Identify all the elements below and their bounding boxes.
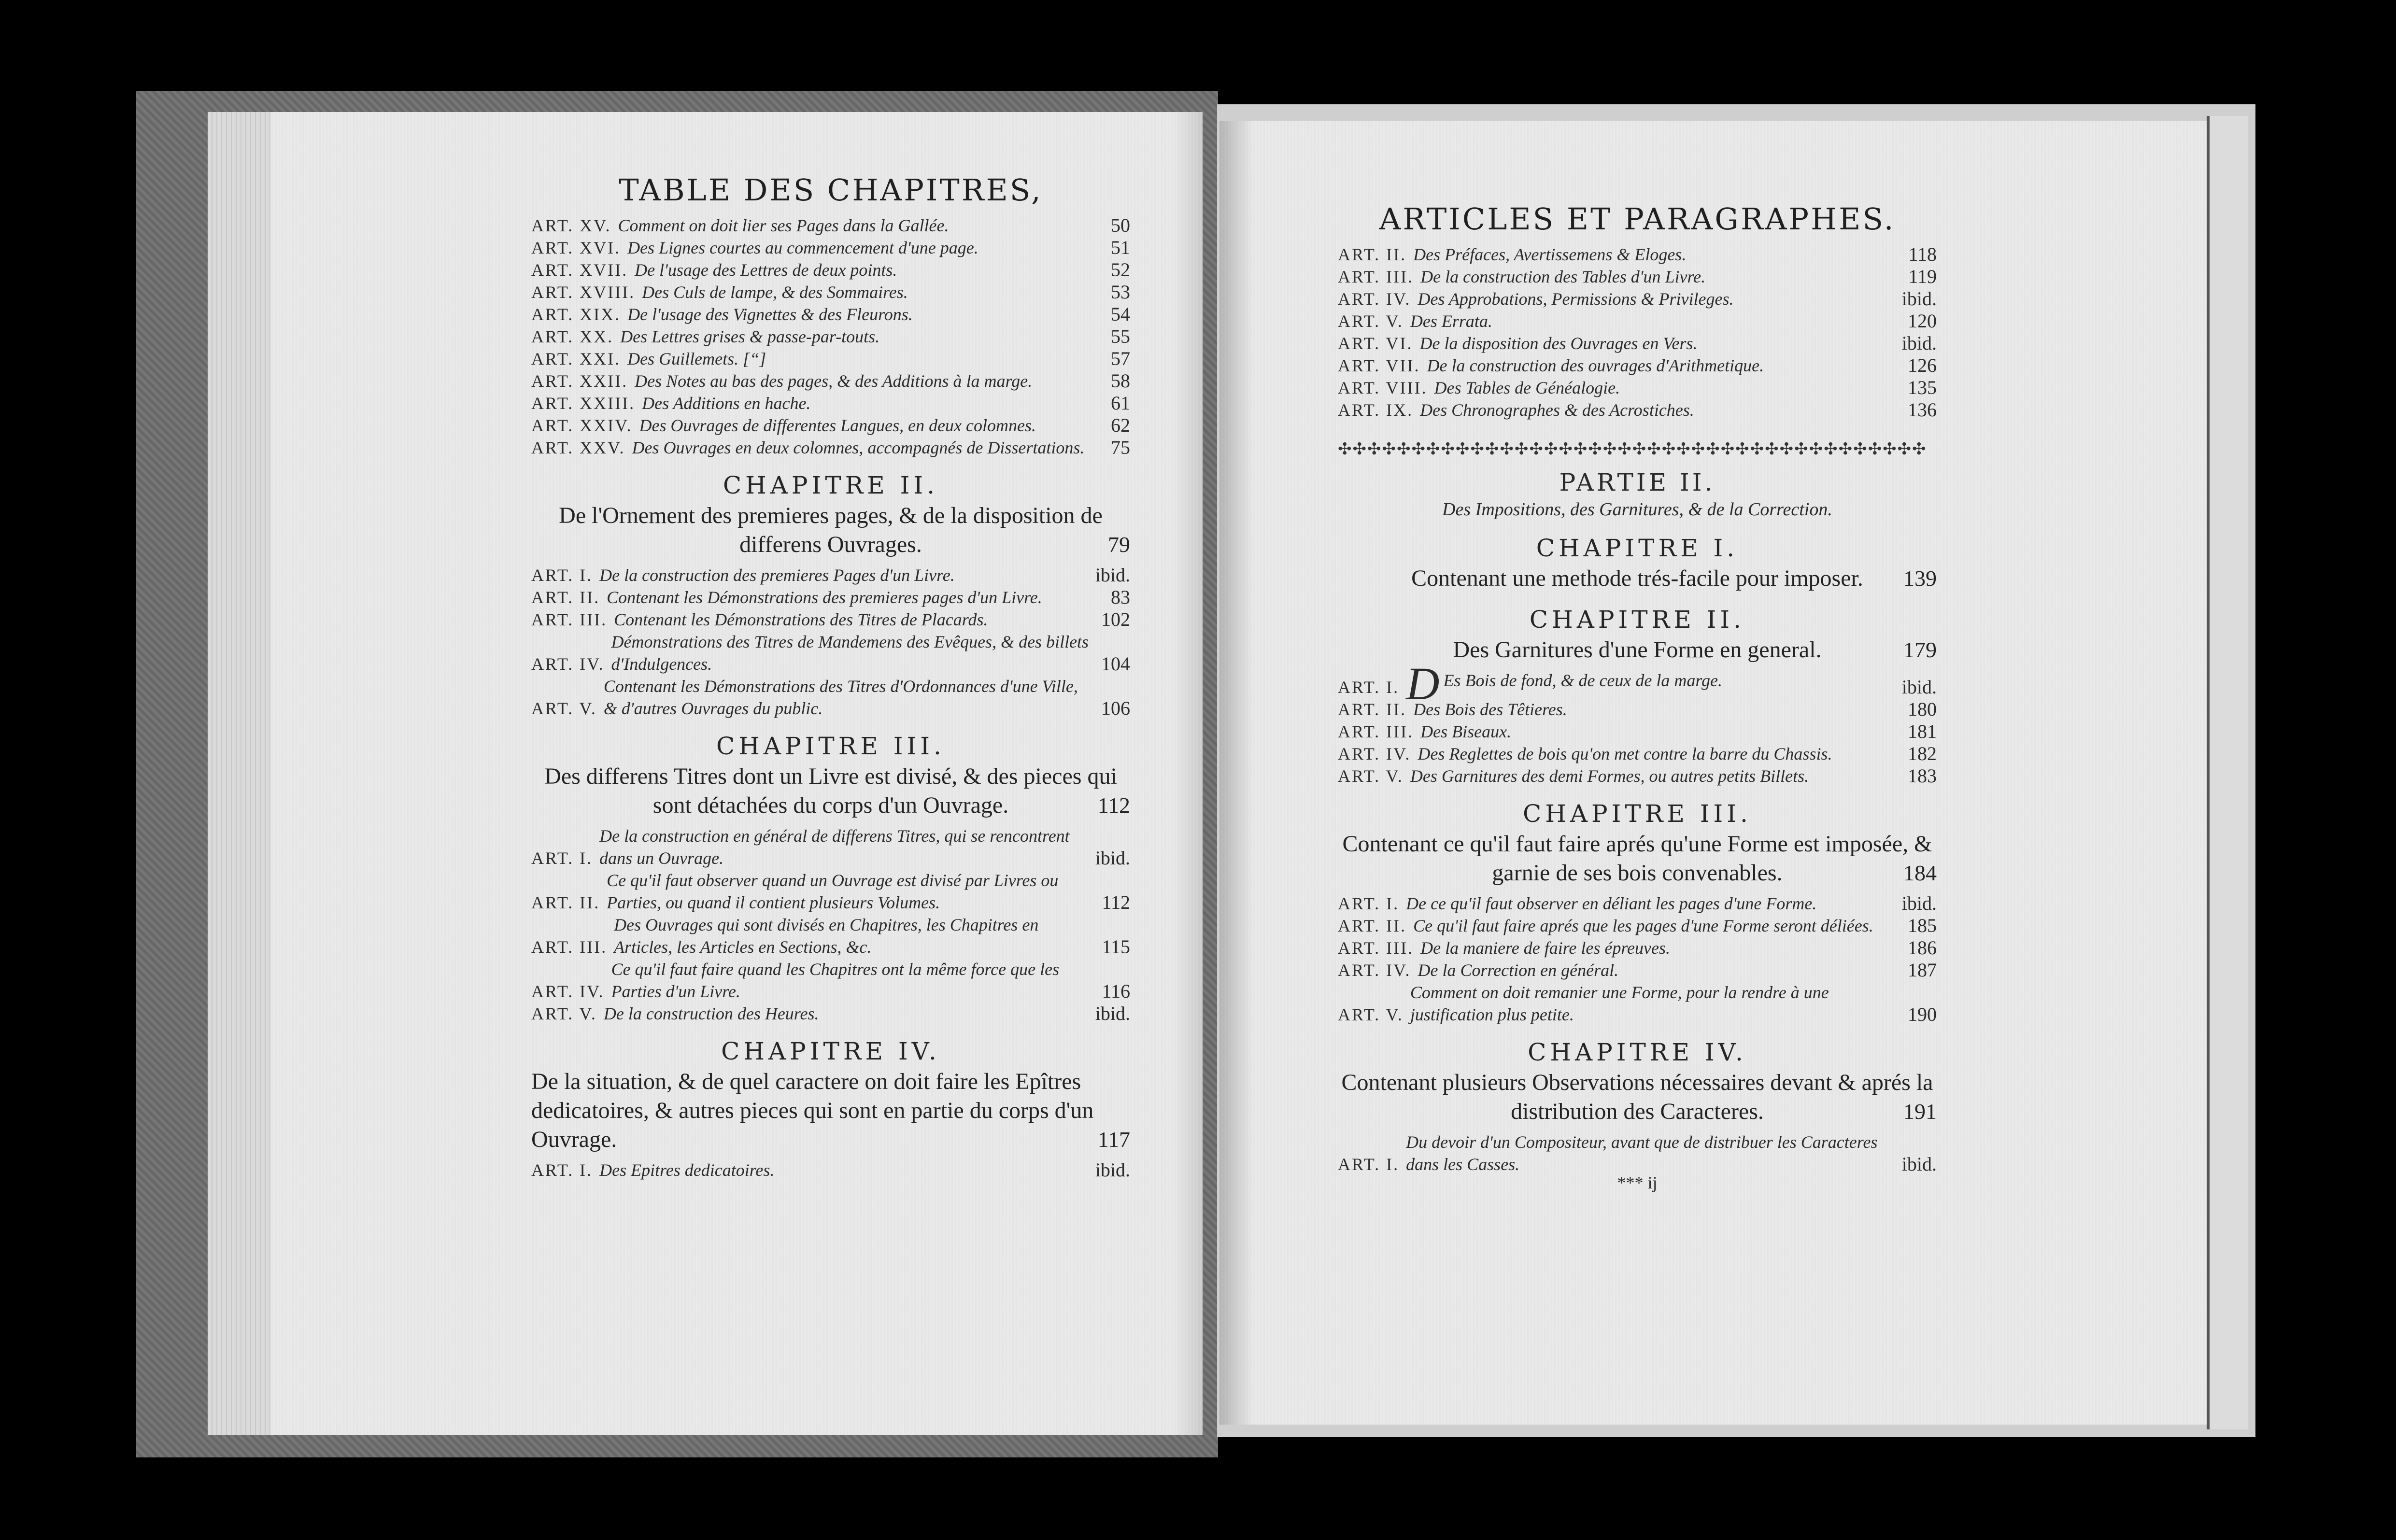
article-number: ART. I. <box>1338 894 1400 913</box>
article-title: De la Correction en général. <box>1418 961 1619 980</box>
toc-entry <box>531 303 1130 325</box>
article-number: ART. VIII. <box>1338 378 1428 397</box>
chapter-title <box>1338 1068 1937 1126</box>
page-number: 183 <box>1908 765 1937 787</box>
article-title: Des Lignes courtes au commencement d'une page. <box>627 238 978 257</box>
page-number: ibid. <box>1095 1159 1130 1181</box>
article-number: ART. III. <box>531 937 608 957</box>
article-number: ART. II. <box>1338 916 1407 935</box>
chapter-title <box>531 762 1130 820</box>
article-number: ART. III. <box>1338 267 1414 286</box>
fleuron-ornament-rule: ✣✣✣✣✣✣✣✣✣✣✣✣✣✣✣✣✣✣✣✣✣✣✣✣✣✣✣✣✣✣✣✣✣✣✣✣✣✣✣✣ <box>1338 439 1927 459</box>
gutter-shadow <box>1174 112 1203 1435</box>
page-number: 182 <box>1908 743 1937 764</box>
article-number: ART. XVII. <box>531 260 628 280</box>
page-number: 185 <box>1908 915 1937 936</box>
page-number: 52 <box>1111 259 1130 281</box>
page-number: 58 <box>1111 370 1130 392</box>
article-number: ART. I. <box>531 848 593 868</box>
left-page-text <box>531 169 1130 1181</box>
article-number: ART. VI. <box>1338 334 1413 353</box>
article-title: De la construction des Heures. <box>603 1004 819 1023</box>
page-number: ibid. <box>1901 1153 1937 1175</box>
page-number: 50 <box>1111 214 1130 236</box>
article-number: ART. V. <box>531 699 597 718</box>
page-number: 115 <box>1102 936 1130 958</box>
article-number: ART. XXIV. <box>531 416 633 435</box>
page-number: 112 <box>1102 891 1130 913</box>
page-number: 62 <box>1111 414 1130 436</box>
page-number: 180 <box>1908 698 1937 720</box>
article-number: ART. XV. <box>531 216 611 235</box>
toc-entry <box>1338 937 1937 959</box>
toc-entry <box>531 586 1130 608</box>
toc-entry <box>531 237 1130 259</box>
article-title: Du devoir d'un Compositeur, avant que de distribuer les Caracteres dans les Casses. <box>1406 1132 1878 1174</box>
page-number: 117 <box>1097 1127 1130 1152</box>
article-title: Des Biseaux. <box>1420 722 1512 741</box>
page-number: ibid. <box>1901 288 1937 310</box>
entries-top <box>1338 243 1937 421</box>
toc-entry <box>531 214 1130 237</box>
chapter-heading: CHAPITRE III. <box>1523 800 1752 828</box>
toc-entry <box>1338 377 1937 399</box>
article-title: De la construction des premieres Pages d'un Livre. <box>599 565 955 585</box>
article-title: De l'usage des Lettres de deux points. <box>635 260 897 280</box>
article-title: Ce qu'il faut observer quand un Ouvrage est divisé par Livres ou Parties, ou quand il contient plusieurs Volumes. <box>607 871 1059 912</box>
article-number: ART. IV. <box>531 982 605 1001</box>
article-title: De la construction des Tables d'un Livre. <box>1420 267 1706 286</box>
toc-entry <box>1338 332 1937 354</box>
article-number: ART. V. <box>1338 311 1404 331</box>
chapter-title-text: Contenant ce qu'il faut faire aprés qu'une Forme est imposée, & garnie de ses bois convenables. <box>1342 831 1932 886</box>
article-number: ART. VII. <box>1338 356 1420 375</box>
toc-entry <box>531 370 1130 392</box>
toc-entry <box>1338 243 1937 266</box>
toc-entry <box>531 348 1130 370</box>
toc-entry <box>531 869 1130 914</box>
chapter-title-text: Contenant une methode trés-facile pour imposer. <box>1411 565 1863 591</box>
chapter-heading: CHAPITRE III. <box>716 732 945 760</box>
article-title: Des Ouvrages de differentes Langues, en deux colomnes. <box>639 416 1036 435</box>
article-number: ART. III. <box>1338 938 1414 958</box>
article-title: De ce qu'il faut observer en déliant les pages d'une Forme. <box>1406 894 1817 913</box>
page-number: 120 <box>1908 310 1937 332</box>
article-number: ART. III. <box>531 610 608 629</box>
article-number: ART. II. <box>1338 245 1407 264</box>
article-title: Ce qu'il faut faire quand les Chapitres ont la même force que les Parties d'un Livre. <box>611 960 1060 1001</box>
article-number: ART. XVIII. <box>531 283 636 302</box>
article-title: Des Errata. <box>1410 311 1492 331</box>
article-title: De la disposition des Ouvrages en Vers. <box>1419 334 1698 353</box>
page-number: 53 <box>1111 281 1130 303</box>
page-number: 181 <box>1908 721 1937 742</box>
article-number: ART. I. <box>531 1160 593 1180</box>
article-number: ART. I. <box>1338 1155 1400 1174</box>
entries-top <box>531 214 1130 459</box>
article-title: Des Ouvrages en deux colomnes, accompagnés de Dissertations. <box>632 438 1085 457</box>
chapter-section <box>531 469 1130 720</box>
toc-entry <box>1338 288 1937 310</box>
chapter-section <box>1338 798 1937 1026</box>
article-number: ART. IV. <box>531 654 605 674</box>
toc-entry <box>1338 399 1937 421</box>
chapter-heading: CHAPITRE IV. <box>1528 1038 1747 1066</box>
toc-entry <box>1338 892 1937 915</box>
article-title: Des Additions en hache. <box>642 394 811 413</box>
chapter-heading: CHAPITRE II. <box>723 471 939 499</box>
chapter-section <box>1338 1036 1937 1193</box>
article-number: ART. V. <box>1338 766 1404 786</box>
toc-entry <box>531 564 1130 586</box>
page-number: ibid. <box>1901 892 1937 914</box>
chapter-section <box>531 1035 1130 1181</box>
toc-entry <box>531 958 1130 1003</box>
page-number: 83 <box>1111 586 1130 608</box>
page-number: 136 <box>1908 399 1937 421</box>
article-number: ART. XVI. <box>531 238 621 257</box>
article-title: Démonstrations des Titres de Mandemens des Evêques, & des billets d'Indulgences. <box>611 632 1089 674</box>
article-number: ART. IX. <box>1338 400 1414 420</box>
article-number: ART. III. <box>1338 722 1414 741</box>
page-number: 187 <box>1908 959 1937 981</box>
article-title: Des Préfaces, Avertissemens & Eloges. <box>1413 245 1687 264</box>
article-number: ART. XXII. <box>531 371 628 391</box>
page-number: 104 <box>1101 653 1130 675</box>
page-number: 116 <box>1102 980 1130 1002</box>
page-number: ibid. <box>1095 564 1130 586</box>
article-number: ART. I. <box>1338 678 1400 697</box>
article-title: Des Lettres grises & passe-par-touts. <box>620 327 880 346</box>
page-number: 118 <box>1908 243 1937 265</box>
chapter-title-text: Contenant plusieurs Observations nécessaires devant & aprés la distribution des Caracteres. <box>1341 1070 1933 1124</box>
toc-entry <box>531 437 1130 459</box>
page-number: 102 <box>1101 608 1130 630</box>
toc-entry <box>1338 765 1937 787</box>
chapter-title <box>531 501 1130 559</box>
partie-heading: PARTIE II. <box>1559 468 1715 496</box>
article-title: Ce qu'il faut faire aprés que les pages d'une Forme seront déliées. <box>1413 916 1873 935</box>
page-number: ibid. <box>1901 332 1937 354</box>
article-number: ART. XX. <box>531 327 614 346</box>
chapter-heading: CHAPITRE I. <box>1536 534 1739 562</box>
article-number: ART. XXIII. <box>531 394 636 413</box>
toc-entry <box>531 631 1130 675</box>
partie-subtitle: Des Impositions, des Garnitures, & de la Correction. <box>1442 499 1832 520</box>
page-number: 61 <box>1111 392 1130 414</box>
toc-entry <box>1338 310 1937 332</box>
page-number: 51 <box>1111 237 1130 258</box>
article-title: Des Culs de lampe, & des Sommaires. <box>642 283 908 302</box>
toc-entry <box>1338 698 1937 721</box>
article-title: Comment on doit lier ses Pages dans la Gallée. <box>618 216 949 235</box>
article-number: ART. IV. <box>1338 289 1411 309</box>
right-page-text <box>1338 198 1937 1193</box>
page-number: 179 <box>1903 637 1937 662</box>
toc-entry <box>531 281 1130 303</box>
toc-entry <box>531 1003 1130 1025</box>
toc-entry <box>1338 981 1937 1026</box>
article-title: Des Reglettes de bois qu'on met contre la barre du Chassis. <box>1418 744 1832 763</box>
article-title-text: Es Bois de fond, & de ceux de la marge. <box>1443 671 1723 690</box>
article-number: ART. IV. <box>1338 961 1411 980</box>
page-number: 191 <box>1903 1099 1937 1124</box>
drop-cap: D <box>1406 658 1440 709</box>
article-title: De la construction des ouvrages d'Arithmetique. <box>1427 356 1764 375</box>
page-number: 57 <box>1111 348 1130 369</box>
toc-entry <box>1338 743 1937 765</box>
page-number: 75 <box>1111 437 1130 458</box>
toc-entry <box>1338 266 1937 288</box>
page-number: 190 <box>1908 1003 1937 1025</box>
page-edges <box>208 112 270 1435</box>
article-number: ART. II. <box>1338 700 1407 719</box>
chapter-heading: CHAPITRE II. <box>1529 606 1745 634</box>
page-number: ibid. <box>1095 1003 1130 1024</box>
article-title: De la construction en général de differens Titres, qui se rencontrent dans un Ouvrage. <box>599 826 1070 868</box>
article-title <box>1406 658 1896 709</box>
chapter-title-text: Des differens Titres dont un Livre est divisé, & des pieces qui sont détachées du corps d'un Ouvrage. <box>544 763 1117 818</box>
article-title: De la maniere de faire les épreuves. <box>1420 938 1670 958</box>
toc-entry <box>531 675 1130 720</box>
page-number: 112 <box>1097 793 1130 818</box>
page-number: ibid. <box>1095 847 1130 869</box>
page-number: 119 <box>1908 266 1937 287</box>
toc-entry <box>531 414 1130 437</box>
article-title: Des Approbations, Permissions & Privileges. <box>1418 289 1734 309</box>
article-number: ART. V. <box>1338 1005 1404 1024</box>
toc-entry <box>531 825 1130 869</box>
page-number: 135 <box>1908 377 1937 398</box>
page-number: 139 <box>1903 566 1937 591</box>
article-number: ART. XXI. <box>531 349 621 368</box>
article-number: ART. V. <box>531 1004 597 1023</box>
article-title: De l'usage des Vignettes & des Fleurons. <box>627 305 913 324</box>
running-head: TABLE DES CHAPITRES, <box>619 172 1043 208</box>
page-number: 106 <box>1101 697 1130 719</box>
toc-entry <box>531 914 1130 958</box>
chapter-section <box>1338 532 1937 593</box>
chapter-title <box>1338 830 1937 888</box>
article-title: Comment on doit remanier une Forme, pour la rendre à une justification plus petite. <box>1410 983 1829 1024</box>
toc-entry <box>531 325 1130 348</box>
signature-mark: *** ij <box>1617 1173 1658 1192</box>
toc-entry <box>531 1159 1130 1181</box>
toc-entry <box>531 608 1130 631</box>
article-title: Des Ouvrages qui sont divisés en Chapitres, les Chapitres en Articles, les Articles en Sections, &c. <box>614 915 1039 957</box>
chapter-title <box>1338 636 1937 664</box>
page-number: 186 <box>1908 937 1937 959</box>
article-number: ART. II. <box>531 588 600 607</box>
page-number: 126 <box>1908 354 1937 376</box>
article-number: ART. I. <box>531 565 593 585</box>
article-title: Des Guillemets. [“] <box>627 349 766 368</box>
chapter-title <box>1338 564 1937 593</box>
article-title: Des Chronographes & des Acrostiches. <box>1420 400 1694 420</box>
page-number: 55 <box>1111 325 1130 347</box>
page-number: ibid. <box>1901 676 1937 698</box>
article-title: Des Epitres dedicatoires. <box>599 1160 775 1180</box>
toc-entry <box>1338 1131 1937 1175</box>
running-head: ARTICLES ET PARAGRAPHES. <box>1379 201 1896 237</box>
chapter-heading: CHAPITRE IV. <box>721 1037 940 1065</box>
toc-entry <box>1338 959 1937 981</box>
signature-line <box>1338 1173 1937 1193</box>
article-title: Des Garnitures des demi Formes, ou autres petits Billets. <box>1410 766 1809 786</box>
toc-entry <box>531 259 1130 281</box>
article-number: ART. IV. <box>1338 744 1411 763</box>
page-number: 184 <box>1903 861 1937 885</box>
article-title: Des Notes au bas des pages, & des Additions à la marge. <box>635 371 1033 391</box>
chapter-title-text: Des Garnitures d'une Forme en general. <box>1453 637 1822 663</box>
chapter-title-text: De l'Ornement des premieres pages, & de la disposition de differens Ouvrages. <box>559 503 1103 557</box>
article-number: ART. XIX. <box>531 305 621 324</box>
chapter-section <box>1338 604 1937 787</box>
gutter-shadow <box>1219 121 1253 1425</box>
article-title: Des Bois des Têtieres. <box>1413 700 1567 719</box>
toc-entry <box>1338 721 1937 743</box>
chapter-title <box>531 1067 1130 1154</box>
article-number: ART. XXV. <box>531 438 625 457</box>
page-number: 79 <box>1108 532 1130 557</box>
toc-entry <box>531 392 1130 414</box>
article-title: Contenant les Démonstrations des Titres de Placards. <box>614 610 988 629</box>
toc-entry <box>1338 354 1937 377</box>
article-title: Contenant les Démonstrations des Titres d'Ordonnances d'une Ville, & d'autres Ouvrages du public. <box>603 677 1078 718</box>
chapter-title-text: De la situation, & de quel caractere on doit faire les Epîtres dedicatoires, & autres pieces qui sont en partie du corps d'un Ouvrage. <box>531 1069 1094 1152</box>
chapter-section <box>531 730 1130 1025</box>
page-number: 54 <box>1111 303 1130 325</box>
article-title: Des Tables de Généalogie. <box>1434 378 1620 397</box>
fore-edge <box>2207 116 2248 1429</box>
article-title: Contenant les Démonstrations des premieres pages d'un Livre. <box>607 588 1042 607</box>
article-number: ART. II. <box>531 893 600 912</box>
toc-entry <box>1338 915 1937 937</box>
